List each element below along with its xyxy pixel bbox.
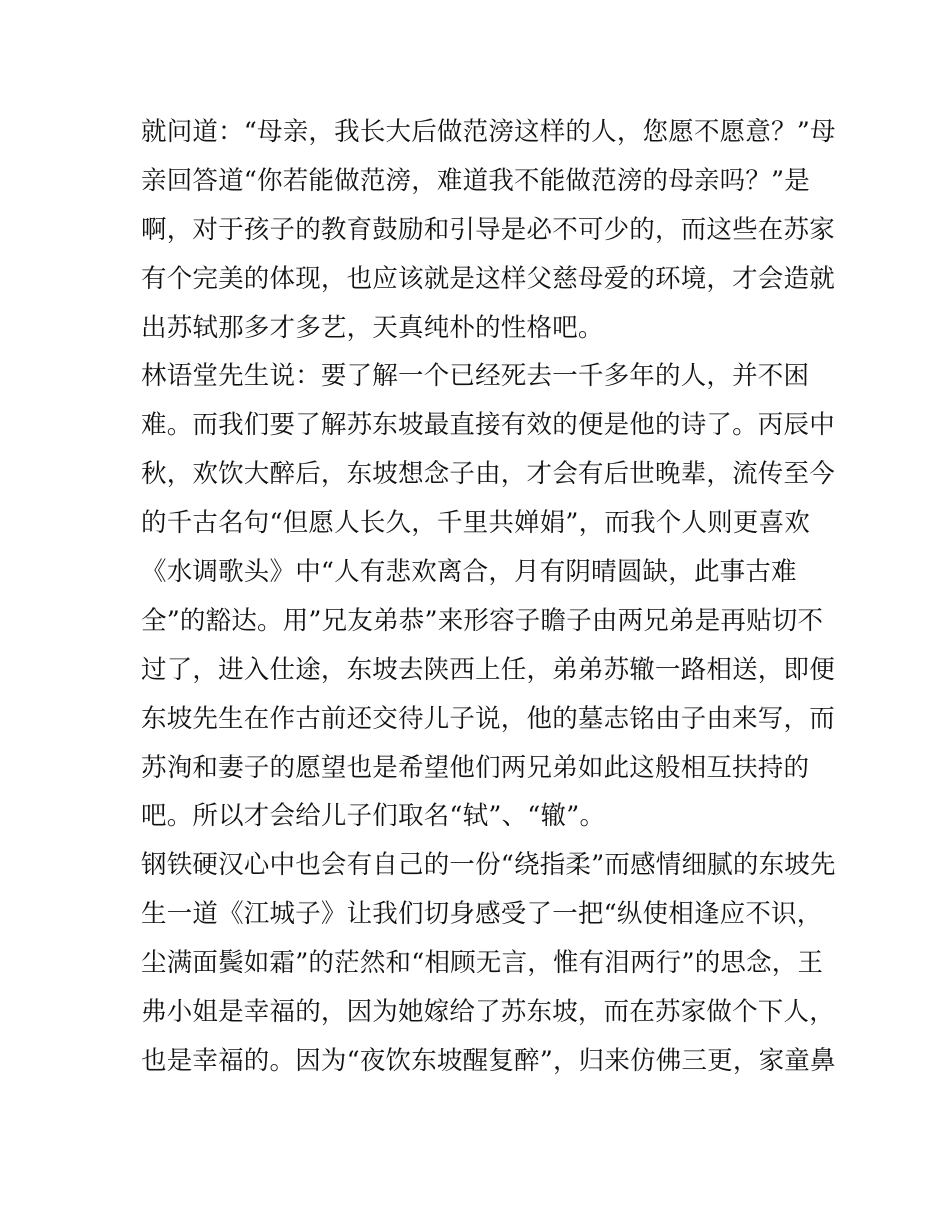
text-line: 的千古名句“但愿人长久，千里共婵娟”，而我个人则更喜欢 [141, 508, 810, 539]
text-line: 难。而我们要了解苏东坡最直接有效的便是他的诗了。丙辰中 [141, 410, 835, 441]
text-line: 就问道：“母亲，我长大后做范滂这样的人，您愿不愿意？”母 [141, 117, 836, 147]
text-line: 全”的豁达。用”兄友弟恭”来形容子瞻子由两兄弟是再贴切不 [141, 605, 824, 636]
text-line: 秋，欢饮大醉后，东坡想念子由，才会有后世晚辈，流传至今 [141, 459, 835, 490]
text-line: 吧。所以才会给儿子们取名“轼”、“辙”。 [141, 801, 606, 832]
text-line: 东坡先生在作古前还交待儿子说，他的墓志铭由子由来写，而 [141, 703, 835, 734]
text-line: 有个完美的体现，也应该就是这样父慈母爱的环境，才会造就 [141, 263, 835, 294]
text-line: 生一道《江城子》让我们切身感受了一把“纵使相逢应不识， [141, 899, 823, 930]
text-line: 亲回答道“你若能做范滂，难道我不能做范滂的母亲吗？”是 [141, 165, 810, 196]
text-line: 《水调歌头》中“人有悲欢离合，月有阴晴圆缺，此事古难 [141, 557, 797, 588]
text-line: 苏洵和妻子的愿望也是希望他们两兄弟如此这般相互扶持的 [141, 752, 810, 783]
text-line: 也是幸福的。因为“夜饮东坡醒复醉”，归来仿佛三更，家童鼻 [141, 1045, 836, 1076]
text-line: 林语堂先生说：要了解一个已经死去一千多年的人，并不困 [141, 361, 810, 392]
text-line: 弗小姐是幸福的，因为她嫁给了苏东坡，而在苏家做个下人， [141, 997, 835, 1028]
text-line: 尘满面鬓如霜”的茫然和“相顾无言，惟有泪两行”的思念，王 [141, 948, 824, 979]
text-line: 出苏轼那多才多艺，天真纯朴的性格吧。 [141, 312, 604, 343]
body-text [141, 108, 836, 1086]
text-line: 钢铁硬汉心中也会有自己的一份“绕指柔”而感情细腻的东坡先 [141, 850, 836, 881]
text-line: 啊，对于孩子的教育鼓励和引导是必不可少的，而这些在苏家 [141, 214, 835, 245]
text-line: 过了，进入仕途，东坡去陕西上任，弟弟苏辙一路相送，即便 [141, 654, 835, 685]
